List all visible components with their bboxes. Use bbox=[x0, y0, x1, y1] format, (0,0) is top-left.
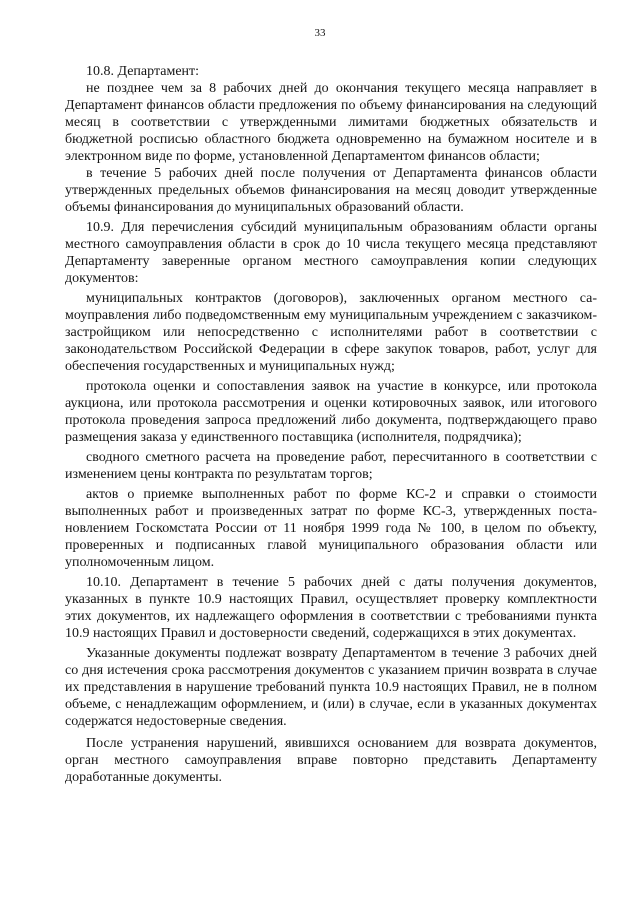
paragraph-10-9-estimate: сводного сметного расчета на проведение работ, пересчитанного в соответствии с изменением цены контракта по результатам торгов; bbox=[65, 450, 597, 482]
paragraph-10-8-heading: 10.8. Департамент: bbox=[86, 64, 200, 79]
paragraph-10-10: 10.10. Департамент в течение 5 рабочих дней с даты получения документов, указанных в пункте 10.9 настоящих Правил, осуществляет проверку комплектности этих документов, их надлежащего оформления в соответствии с требованиями пункта 10.9 настоящих Правил и достоверности сведений, содержащихся в этих документах. bbox=[65, 575, 597, 641]
paragraph-10-9-contracts: муниципальных контрактов (договоров), заключенных органом местного самоуправления либо подведомственным ему муниципальным учреждением с заказчиком-застройщиком или непосредственно с исполнителями работ в соответствии с законодательством Российской Федерации в сфере закупок товаров, работ, услуг для обеспечения государственных и муниципальных нужд; bbox=[65, 291, 597, 374]
paragraph-10-9-protocols: протокола оценки и сопоставления заявок на участие в конкурсе, или протокола аукциона, или протокола рассмотрения и оценки котировочных заявок, или итогового протокола проведения запроса предложений либо документа, подтверждающего право размещения заказа у единственного поставщика (исполнителя, подрядчика); bbox=[65, 379, 597, 445]
document-body bbox=[65, 63, 597, 786]
paragraph-return-documents: Указанные документы подлежат возврату Департаментом в течение 3 рабочих дней со дня истечения срока рассмотрения документов с указанием причин возврата в случае их представления в нарушение требований пункта 10.9 настоящих Правил, не в полном объеме, с ненадлежащим оформлением, и (или) в случае, если в указанных документах содержатся недостоверные сведения. bbox=[65, 646, 597, 729]
paragraph-10-9: 10.9. Для перечисления субсидий муниципальным образованиям области органы местного самоуправления области в срок до 10 числа текущего месяца представляют Департаменту заверенные органом местного самоуправления копии следующих документов: bbox=[65, 220, 597, 286]
paragraph-resubmission: После устранения нарушений, явившихся основанием для возврата документов, орган местного самоуправления вправе повторно представить Департаменту доработанные документы. bbox=[65, 736, 597, 785]
paragraph-10-9-acts: актов о приемке выполненных работ по форме КС-2 и справки о стоимости выполненных работ и произведенных затрат по форме КС-3, утвержденных постановлением Госкомстата России от 11 ноября 1999 года № 100, в целом по объекту, проверенных и подписанных главой муниципального образования области или уполномоченным лицом. bbox=[65, 487, 597, 570]
paragraph-10-8-item-2: в течение 5 рабочих дней после получения от Департамента финансов области утвержденных предельных объемов финансирования на месяц доводит утвержденные объемы финансирования до муниципальных образований области. bbox=[65, 166, 597, 215]
paragraph-10-8-item-1: не позднее чем за 8 рабочих дней до окончания текущего месяца направляет в Департамент финансов области предложения по объему финансирования на следующий месяц в соответствии с утвержденными лимитами бюджетных обязательств и бюджетной росписью областного бюджета одновременно на бумажном носителе и в электронном виде по форме, установленной Департаментом финансов области; bbox=[65, 81, 597, 164]
page-number: 33 bbox=[314, 27, 326, 39]
